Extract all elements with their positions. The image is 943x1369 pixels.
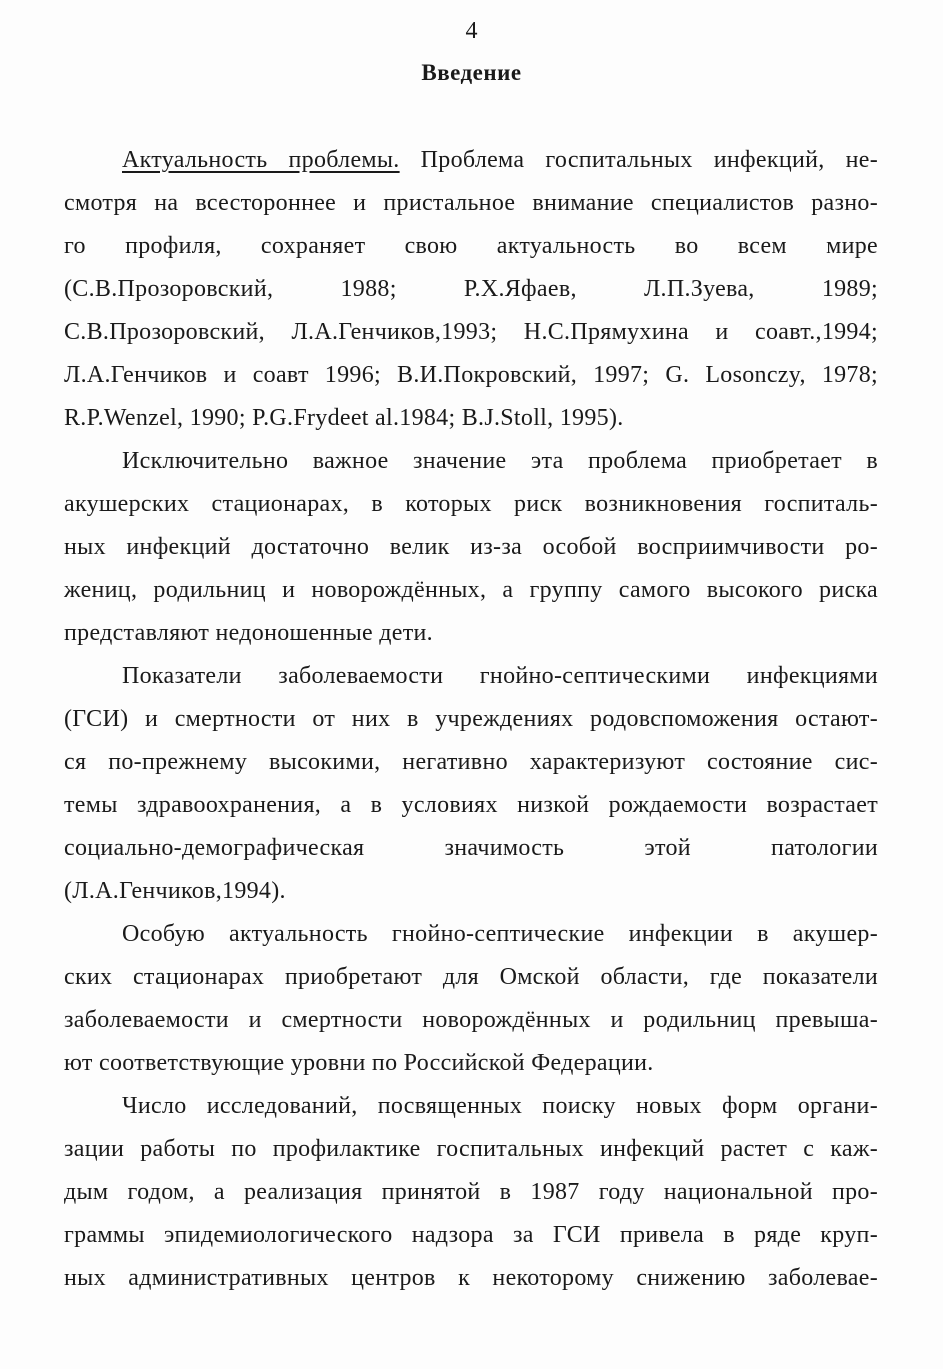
text-line: С.В.Прозоровский, Л.А.Генчиков,1993; Н.С.Прямухина и соавт.,1994; (64, 319, 878, 345)
text-line: ся по-прежнему высокими, негативно характеризуют состояние сис- (64, 749, 878, 775)
document-body (64, 143, 878, 1304)
text-line: зации работы по профилактике госпитальных инфекций растет с каж- (64, 1136, 878, 1162)
text-line: ют соответствующие уровни по Российской Федерации. (64, 1050, 654, 1076)
text-line: представляют недоношенные дети. (64, 620, 433, 646)
text-line: R.P.Wenzel, 1990; P.G.Frydeet al.1984; B.J.Stoll, 1995). (64, 405, 624, 431)
paragraph-obstetric (64, 444, 878, 659)
paragraph-relevance (64, 143, 878, 444)
page-title: Введение (421, 60, 522, 85)
text-line: социально-демографическая значимость этой патологии (64, 835, 878, 861)
text-line: ных инфекций достаточно велик из-за особой восприимчивости ро- (64, 534, 878, 560)
text-line: заболеваемости и смертности новорождённых и родильниц превыша- (64, 1007, 878, 1033)
text-line: ских стационарах приобретают для Омской области, где показатели (64, 964, 878, 990)
text-line: Число исследований, посвященных поиску новых форм органи- (122, 1093, 878, 1119)
text-line: Особую актуальность гнойно-септические инфекции в акушер- (122, 921, 878, 947)
page-number: 4 (465, 18, 478, 44)
text-line-part: Проблема госпитальных инфекций, не- (399, 147, 878, 173)
section-lead: Актуальность проблемы. (122, 147, 400, 173)
paragraph-omsk (64, 917, 878, 1089)
text-line: темы здравоохранения, а в условиях низкой рождаемости возрастает (64, 792, 878, 818)
text-line: граммы эпидемиологического надзора за ГСИ привела в ряде круп- (64, 1222, 878, 1248)
text-line: (Л.А.Генчиков,1994). (64, 878, 286, 904)
text-line: Показатели заболеваемости гнойно-септическими инфекциями (122, 663, 878, 689)
text-line: го профиля, сохраняет свою актуальность во всем мире (64, 233, 878, 259)
text-line: смотря на всестороннее и пристальное внимание специалистов разно- (64, 190, 878, 216)
paragraph-research (64, 1089, 878, 1304)
text-line: (ГСИ) и смертности от них в учреждениях родовспоможения остают- (64, 706, 878, 732)
text-line: акушерских стационарах, в которых риск возникновения госпиталь- (64, 491, 878, 517)
text-line: ных административных центров к некоторому снижению заболевае- (64, 1265, 878, 1291)
paragraph-indicators (64, 659, 878, 917)
text-line: Исключительно важное значение эта проблема приобретает в (122, 448, 878, 474)
text-line: дым годом, а реализация принятой в 1987 году национальной про- (64, 1179, 878, 1205)
text-line (64, 143, 878, 186)
text-line: (С.В.Прозоровский, 1988; Р.Х.Яфаев, Л.П.Зуева, 1989; (64, 276, 878, 302)
text-line: жениц, родильниц и новорождённых, а группу самого высокого риска (64, 577, 878, 603)
text-line: Л.А.Генчиков и соавт 1996; В.И.Покровский, 1997; G. Losonczy, 1978; (64, 362, 878, 388)
